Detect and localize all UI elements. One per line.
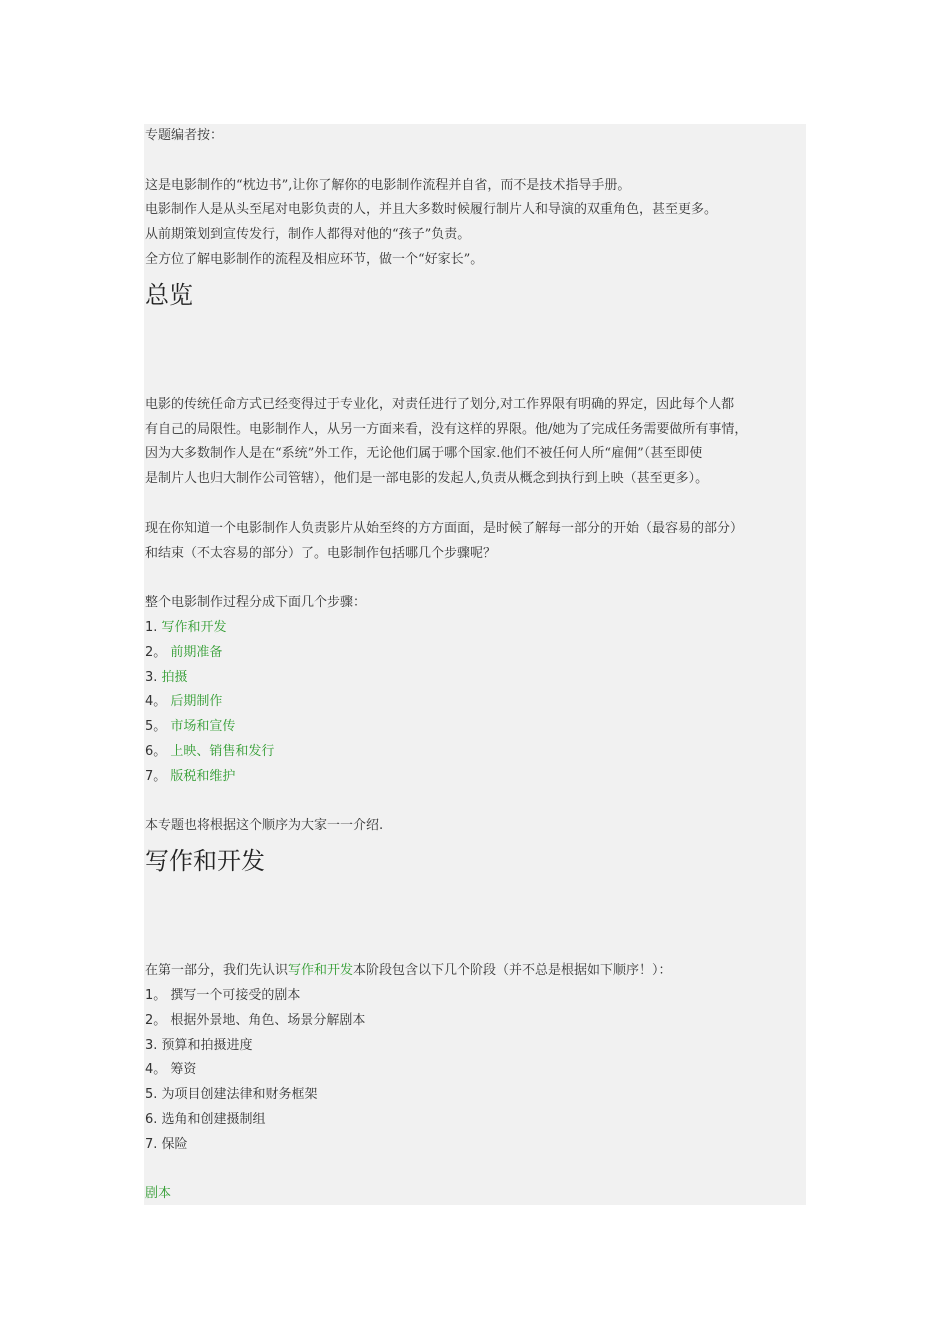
step-link-shooting[interactable]: 拍摄 (161, 669, 188, 685)
intro-label: 专题编者按： (145, 128, 224, 143)
overview-closing: 本专题也将根据这个顺序为大家一一介绍. (145, 818, 384, 834)
overview-para1-line-4: 是制片人也归大制作公司管辖），他们是一部电影的发起人,负责从概念到执行到上映（甚至更多）。 (145, 471, 709, 487)
step-item: 2。 前期准备 (145, 644, 223, 660)
stage-item: 6. 选角和创建摄制组 (145, 1111, 266, 1127)
writing-heading: 写作和开发 (145, 847, 265, 876)
step-item: 6。 上映、销售和发行 (145, 743, 275, 759)
stage-item: 5. 为项目创建法律和财务框架 (145, 1087, 318, 1103)
step-link-writing[interactable]: 写作和开发 (161, 619, 227, 635)
intro-line-1: 这是电影制作的“枕边书”,让你了解你的电影制作流程并自省，而不是技术指导手册。 (145, 177, 631, 193)
overview-para1-line-2: 有自己的局限性。电影制作人，从另一方面来看，没有这样的界限。他/她为了完成任务需要做所有事情， (145, 421, 748, 437)
overview-para1-line-1: 电影的传统任命方式已经变得过于专业化，对责任进行了划分,对工作界限有明确的界定，因此每个人都 (145, 396, 735, 412)
overview-heading: 总览 (145, 280, 193, 309)
step-item: 5。 市场和宣传 (145, 719, 236, 735)
step-link-marketing[interactable]: 市场和宣传 (170, 719, 236, 735)
step-link-royalties[interactable]: 版税和维护 (170, 768, 236, 784)
script-link[interactable]: 剧本 (145, 1186, 172, 1202)
stage-item: 3. 预算和拍摄进度 (145, 1037, 253, 1053)
step-link-distribution[interactable]: 上映、销售和发行 (170, 743, 275, 759)
stage-item: 2。 根据外景地、角色、场景分解剧本 (145, 1012, 366, 1028)
step-item: 7。 版税和维护 (145, 768, 236, 784)
intro-line-4: 全方位了解电影制作的流程及相应环节，做一个“好家长”。 (145, 251, 484, 267)
stage-item: 1。 撰写一个可接受的剧本 (145, 987, 301, 1003)
writing-intro-link[interactable]: 写作和开发 (288, 963, 354, 979)
step-link-postproduction[interactable]: 后期制作 (170, 694, 223, 710)
intro-line-2: 电影制作人是从头至尾对电影负责的人，并且大多数时候履行制片人和导演的双重角色，甚至更多。 (145, 202, 718, 218)
stage-item: 7. 保险 (145, 1136, 188, 1152)
overview-para2-line-2: 和结束（不太容易的部分）了。电影制作包括哪几个步骤呢？ (145, 545, 497, 561)
step-item: 1. 写作和开发 (145, 619, 227, 635)
document-page (144, 124, 806, 1205)
step-link-preproduction[interactable]: 前期准备 (170, 644, 223, 660)
stage-item: 4。 筹资 (145, 1062, 197, 1078)
writing-intro: 在第一部分，我们先认识写作和开发本阶段包含以下几个阶段（并不总是根据如下顺序！）： (145, 963, 672, 979)
step-item: 3. 拍摄 (145, 669, 188, 685)
steps-intro: 整个电影制作过程分成下面几个步骤： (145, 595, 367, 611)
overview-para1-line-3: 因为大多数制作人是在“系统”外工作，无论他们属于哪个国家.他们不被任何人所“雇佣”（甚至即使 (145, 446, 703, 462)
step-item: 4。 后期制作 (145, 694, 223, 710)
intro-line-3: 从前期策划到宣传发行，制作人都得对他的“孩子”负责。 (145, 227, 471, 243)
overview-para2-line-1: 现在你知道一个电影制作人负责影片从始至终的方方面面，是时候了解每一部分的开始（最容易的部分） (145, 520, 744, 536)
